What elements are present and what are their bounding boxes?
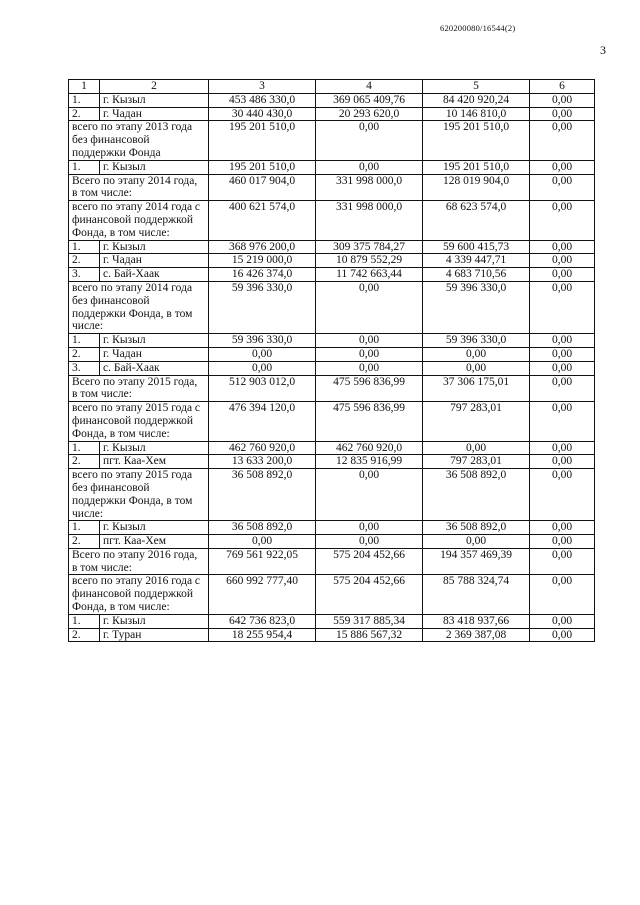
value-col-3: 195 201 510,0 — [209, 160, 316, 174]
locality-name: г. Кызыл — [100, 93, 209, 107]
locality-name: пгт. Каа-Хем — [100, 455, 209, 469]
row-number: 1. — [69, 93, 100, 107]
table-row — [69, 160, 595, 174]
page-number: 3 — [600, 43, 606, 57]
value-col-3: 368 976 200,0 — [209, 240, 316, 254]
value-col-4: 0,00 — [316, 535, 423, 549]
table-header-row — [69, 80, 595, 94]
value-col-6: 0,00 — [530, 201, 595, 240]
value-col-5: 10 146 810,0 — [423, 107, 530, 121]
value-col-5: 36 508 892,0 — [423, 521, 530, 535]
group-label: всего по этапу 2015 года с финансовой поддержкой Фонда, в том числе: — [69, 402, 209, 441]
value-col-4: 11 742 663,44 — [316, 268, 423, 282]
value-col-6: 0,00 — [530, 521, 595, 535]
value-col-5: 128 019 904,0 — [423, 174, 530, 201]
value-col-4: 0,00 — [316, 469, 423, 521]
value-col-5: 0,00 — [423, 347, 530, 361]
table-group-row — [69, 121, 595, 160]
value-col-5: 2 369 387,08 — [423, 628, 530, 642]
locality-name: г. Кызыл — [100, 160, 209, 174]
value-col-4: 15 886 567,32 — [316, 628, 423, 642]
row-number: 1. — [69, 334, 100, 348]
value-col-6: 0,00 — [530, 160, 595, 174]
value-col-5: 797 283,01 — [423, 402, 530, 441]
row-number: 1. — [69, 521, 100, 535]
value-col-6: 0,00 — [530, 575, 595, 614]
value-col-3: 0,00 — [209, 347, 316, 361]
row-number: 2. — [69, 628, 100, 642]
value-col-4: 12 835 916,99 — [316, 455, 423, 469]
value-col-5: 0,00 — [423, 535, 530, 549]
value-col-3: 512 903 012,0 — [209, 375, 316, 402]
table-body — [69, 93, 595, 642]
group-label: всего по этапу 2015 года без финансовой поддержки Фонда, в том числе: — [69, 469, 209, 521]
value-col-5: 59 396 330,0 — [423, 281, 530, 333]
row-number: 3. — [69, 268, 100, 282]
value-col-4: 475 596 836,99 — [316, 375, 423, 402]
value-col-5: 37 306 175,01 — [423, 375, 530, 402]
group-label: Всего по этапу 2014 года, в том числе: — [69, 174, 209, 201]
row-number: 1. — [69, 240, 100, 254]
value-col-5: 4 339 447,71 — [423, 254, 530, 268]
value-col-4: 0,00 — [316, 521, 423, 535]
group-label: всего по этапу 2014 года с финансовой поддержкой Фонда, в том числе: — [69, 201, 209, 240]
value-col-6: 0,00 — [530, 107, 595, 121]
table-row — [69, 628, 595, 642]
value-col-5: 0,00 — [423, 441, 530, 455]
document-code: 620200080/16544(2) — [440, 23, 516, 33]
group-label: Всего по этапу 2015 года, в том числе: — [69, 375, 209, 402]
group-label: всего по этапу 2013 года без финансовой поддержки Фонда — [69, 121, 209, 160]
value-col-6: 0,00 — [530, 548, 595, 575]
locality-name: г. Чадан — [100, 347, 209, 361]
value-col-6: 0,00 — [530, 281, 595, 333]
table-row — [69, 535, 595, 549]
value-col-5: 4 683 710,56 — [423, 268, 530, 282]
table-group-row — [69, 375, 595, 402]
column-header: 2 — [100, 80, 209, 94]
table-row — [69, 334, 595, 348]
value-col-6: 0,00 — [530, 347, 595, 361]
locality-name: г. Кызыл — [100, 441, 209, 455]
value-col-6: 0,00 — [530, 535, 595, 549]
value-col-6: 0,00 — [530, 375, 595, 402]
value-col-4: 0,00 — [316, 281, 423, 333]
value-col-3: 0,00 — [209, 535, 316, 549]
table-row — [69, 93, 595, 107]
value-col-5: 36 508 892,0 — [423, 469, 530, 521]
budget-table — [68, 79, 595, 642]
table-row — [69, 347, 595, 361]
table-row — [69, 361, 595, 375]
table-group-row — [69, 575, 595, 614]
value-col-4: 559 317 885,34 — [316, 614, 423, 628]
value-col-3: 36 508 892,0 — [209, 521, 316, 535]
group-label: всего по этапу 2016 года с финансовой поддержкой Фонда, в том числе: — [69, 575, 209, 614]
locality-name: г. Кызыл — [100, 240, 209, 254]
locality-name: г. Кызыл — [100, 334, 209, 348]
group-label: Всего по этапу 2016 года, в том числе: — [69, 548, 209, 575]
table-row — [69, 107, 595, 121]
value-col-4: 0,00 — [316, 361, 423, 375]
value-col-4: 462 760 920,0 — [316, 441, 423, 455]
table-group-row — [69, 402, 595, 441]
value-col-4: 369 065 409,76 — [316, 93, 423, 107]
row-number: 2. — [69, 455, 100, 469]
value-col-3: 59 396 330,0 — [209, 334, 316, 348]
row-number: 2. — [69, 347, 100, 361]
value-col-4: 0,00 — [316, 347, 423, 361]
locality-name: с. Бай-Хаак — [100, 361, 209, 375]
value-col-5: 0,00 — [423, 361, 530, 375]
value-col-6: 0,00 — [530, 628, 595, 642]
value-col-4: 331 998 000,0 — [316, 174, 423, 201]
value-col-3: 59 396 330,0 — [209, 281, 316, 333]
locality-name: с. Бай-Хаак — [100, 268, 209, 282]
value-col-4: 0,00 — [316, 121, 423, 160]
row-number: 1. — [69, 441, 100, 455]
locality-name: г. Кызыл — [100, 614, 209, 628]
value-col-6: 0,00 — [530, 93, 595, 107]
locality-name: г. Туран — [100, 628, 209, 642]
value-col-5: 194 357 469,39 — [423, 548, 530, 575]
column-header: 5 — [423, 80, 530, 94]
column-header: 6 — [530, 80, 595, 94]
row-number: 2. — [69, 107, 100, 121]
value-col-3: 36 508 892,0 — [209, 469, 316, 521]
value-col-6: 0,00 — [530, 121, 595, 160]
value-col-6: 0,00 — [530, 174, 595, 201]
row-number: 1. — [69, 160, 100, 174]
table-row — [69, 521, 595, 535]
value-col-4: 0,00 — [316, 160, 423, 174]
table-group-row — [69, 281, 595, 333]
table-row — [69, 455, 595, 469]
value-col-6: 0,00 — [530, 240, 595, 254]
value-col-5: 68 623 574,0 — [423, 201, 530, 240]
value-col-4: 575 204 452,66 — [316, 575, 423, 614]
value-col-3: 642 736 823,0 — [209, 614, 316, 628]
value-col-5: 85 788 324,74 — [423, 575, 530, 614]
value-col-5: 195 201 510,0 — [423, 160, 530, 174]
value-col-3: 195 201 510,0 — [209, 121, 316, 160]
value-col-6: 0,00 — [530, 268, 595, 282]
value-col-3: 16 426 374,0 — [209, 268, 316, 282]
table-group-row — [69, 469, 595, 521]
value-col-5: 59 600 415,73 — [423, 240, 530, 254]
value-col-6: 0,00 — [530, 469, 595, 521]
row-number: 3. — [69, 361, 100, 375]
table-row — [69, 254, 595, 268]
value-col-4: 331 998 000,0 — [316, 201, 423, 240]
value-col-3: 30 440 430,0 — [209, 107, 316, 121]
value-col-3: 400 621 574,0 — [209, 201, 316, 240]
value-col-6: 0,00 — [530, 455, 595, 469]
value-col-3: 462 760 920,0 — [209, 441, 316, 455]
row-number: 2. — [69, 535, 100, 549]
locality-name: г. Кызыл — [100, 521, 209, 535]
table-group-row — [69, 201, 595, 240]
value-col-3: 18 255 954,4 — [209, 628, 316, 642]
value-col-3: 13 633 200,0 — [209, 455, 316, 469]
value-col-6: 0,00 — [530, 614, 595, 628]
value-col-4: 20 293 620,0 — [316, 107, 423, 121]
value-col-4: 475 596 836,99 — [316, 402, 423, 441]
value-col-6: 0,00 — [530, 361, 595, 375]
row-number: 1. — [69, 614, 100, 628]
locality-name: пгт. Каа-Хем — [100, 535, 209, 549]
value-col-4: 575 204 452,66 — [316, 548, 423, 575]
value-col-6: 0,00 — [530, 441, 595, 455]
table-row — [69, 268, 595, 282]
locality-name: г. Чадан — [100, 107, 209, 121]
table-row — [69, 614, 595, 628]
value-col-6: 0,00 — [530, 334, 595, 348]
value-col-3: 0,00 — [209, 361, 316, 375]
value-col-5: 84 420 920,24 — [423, 93, 530, 107]
table-row — [69, 240, 595, 254]
value-col-4: 10 879 552,29 — [316, 254, 423, 268]
value-col-4: 0,00 — [316, 334, 423, 348]
value-col-5: 195 201 510,0 — [423, 121, 530, 160]
table-group-row — [69, 548, 595, 575]
locality-name: г. Чадан — [100, 254, 209, 268]
value-col-3: 15 219 000,0 — [209, 254, 316, 268]
column-header: 4 — [316, 80, 423, 94]
value-col-4: 309 375 784,27 — [316, 240, 423, 254]
column-header: 1 — [69, 80, 100, 94]
value-col-3: 769 561 922,05 — [209, 548, 316, 575]
column-header: 3 — [209, 80, 316, 94]
value-col-5: 83 418 937,66 — [423, 614, 530, 628]
row-number: 2. — [69, 254, 100, 268]
table-group-row — [69, 174, 595, 201]
value-col-5: 797 283,01 — [423, 455, 530, 469]
value-col-6: 0,00 — [530, 402, 595, 441]
value-col-5: 59 396 330,0 — [423, 334, 530, 348]
table-row — [69, 441, 595, 455]
value-col-3: 660 992 777,40 — [209, 575, 316, 614]
group-label: всего по этапу 2014 года без финансовой поддержки Фонда, в том числе: — [69, 281, 209, 333]
value-col-6: 0,00 — [530, 254, 595, 268]
value-col-3: 453 486 330,0 — [209, 93, 316, 107]
value-col-3: 476 394 120,0 — [209, 402, 316, 441]
value-col-3: 460 017 904,0 — [209, 174, 316, 201]
